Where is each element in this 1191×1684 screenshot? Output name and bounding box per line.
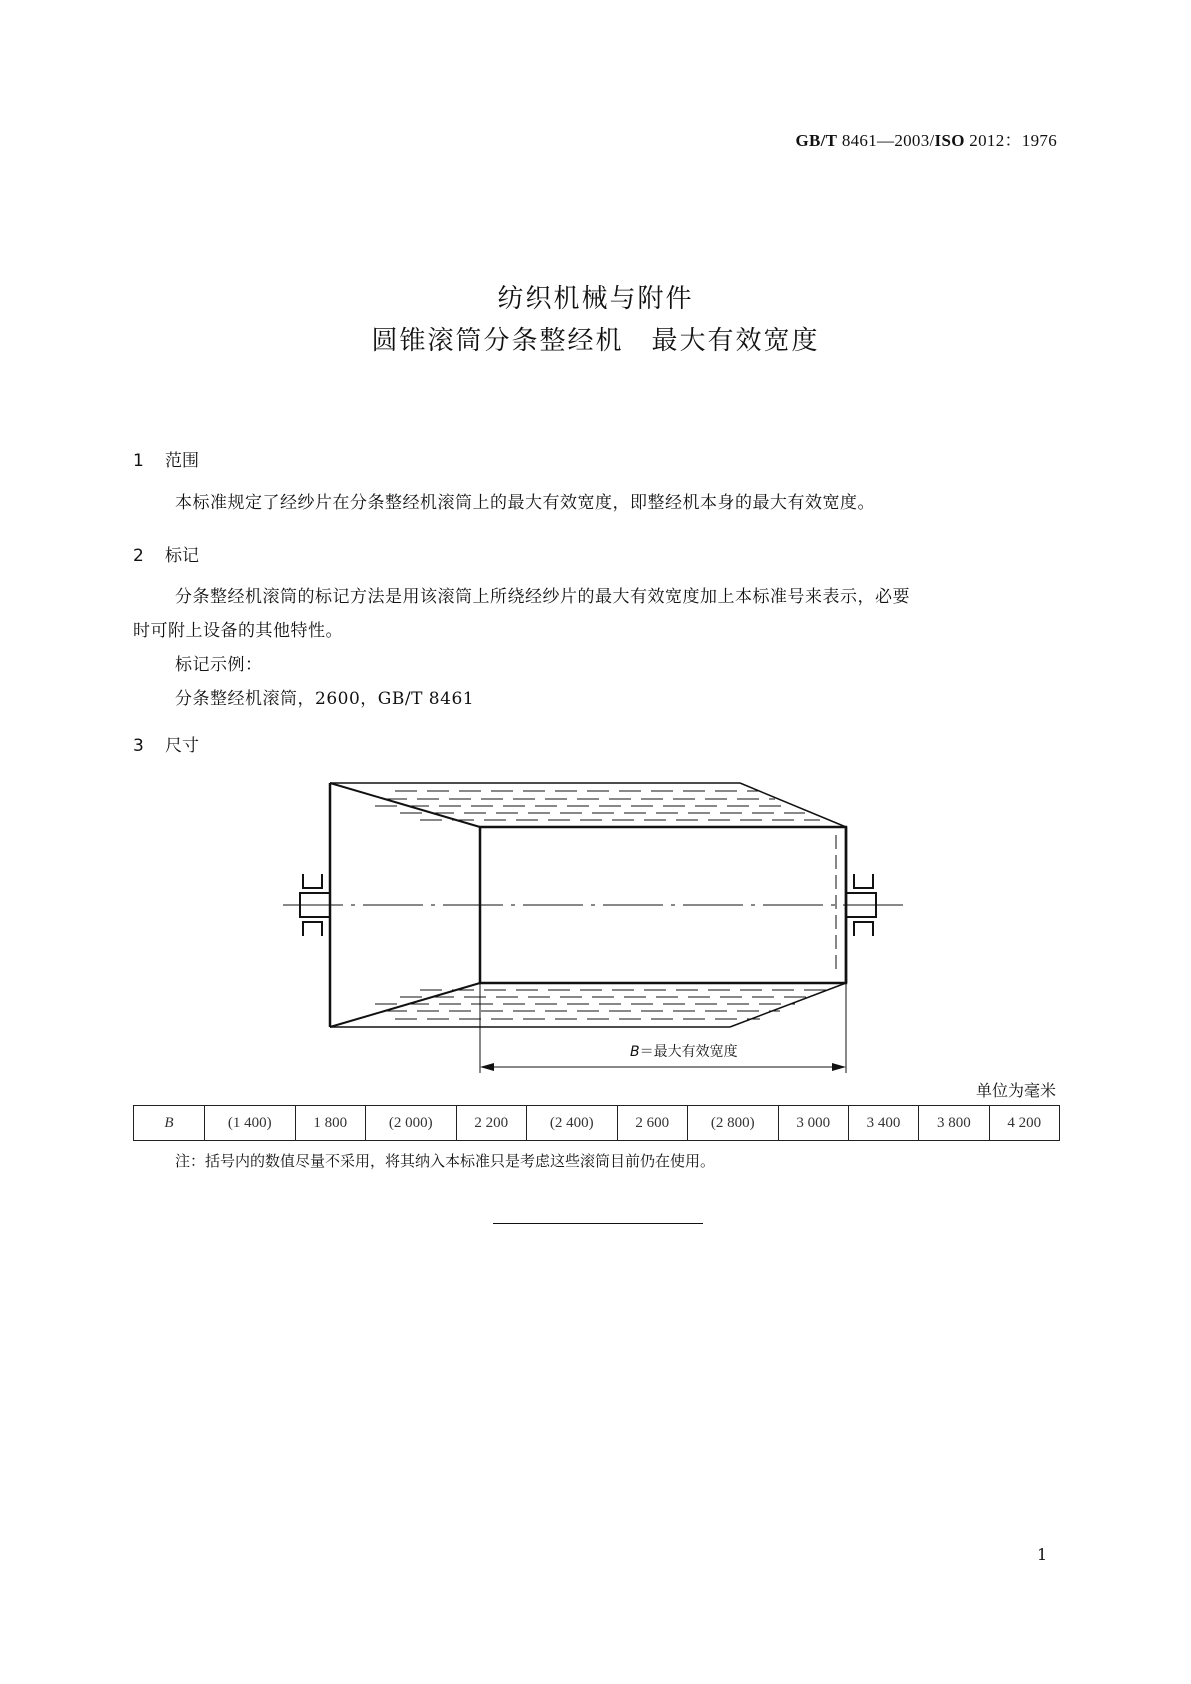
table-header-cell: B: [134, 1106, 205, 1141]
marking-example-value: 分条整经机滚筒，2600，GB/T 8461: [175, 689, 475, 709]
title-line-1: 纺织机械与附件: [497, 284, 694, 314]
table-cell: 2 600: [617, 1106, 687, 1141]
table-cell: (2 000): [365, 1106, 456, 1141]
table-cell: 3 000: [778, 1106, 848, 1141]
table-cell: 4 200: [989, 1106, 1059, 1141]
unit-label: 单位为毫米: [975, 1081, 1056, 1100]
table-cell: (2 800): [687, 1106, 778, 1141]
standard-code: GB/T 8461—2003/ISO 2012：1976: [795, 131, 1057, 150]
table-cell: 1 800: [295, 1106, 365, 1141]
marking-example-label: 标记示例：: [175, 655, 263, 675]
end-divider: [493, 1223, 703, 1224]
table-cell: 2 200: [456, 1106, 526, 1141]
table-cell: (2 400): [526, 1106, 617, 1141]
title-line-2: 圆锥滚筒分条整经机 最大有效宽度: [371, 326, 820, 356]
section-2-heading: 2 标记: [133, 546, 199, 566]
page-number: 1: [1037, 1545, 1048, 1564]
dimension-label: B＝最大有效宽度: [630, 1044, 738, 1060]
marking-paragraph-line-2: 时可附上设备的其他特性。: [133, 621, 343, 641]
section-3-heading: 3 尺寸: [133, 736, 199, 756]
dimension-table: [133, 1105, 1060, 1141]
table-note: 注：括号内的数值尽量不采用，将其纳入本标准只是考虑这些滚筒目前仍在使用。: [175, 1152, 716, 1170]
section-1-heading: 1 范围: [133, 451, 199, 471]
marking-paragraph-line-1: 分条整经机滚筒的标记方法是用该滚筒上所绕经纱片的最大有效宽度加上本标准号来表示，必要: [175, 587, 910, 607]
table-cell: 3 400: [848, 1106, 918, 1141]
table-cell: (1 400): [205, 1106, 296, 1141]
table-cell: 3 800: [919, 1106, 989, 1141]
table-row: [134, 1106, 1060, 1141]
scope-paragraph: 本标准规定了经纱片在分条整经机滚筒上的最大有效宽度，即整经机本身的最大有效宽度。: [175, 493, 875, 513]
